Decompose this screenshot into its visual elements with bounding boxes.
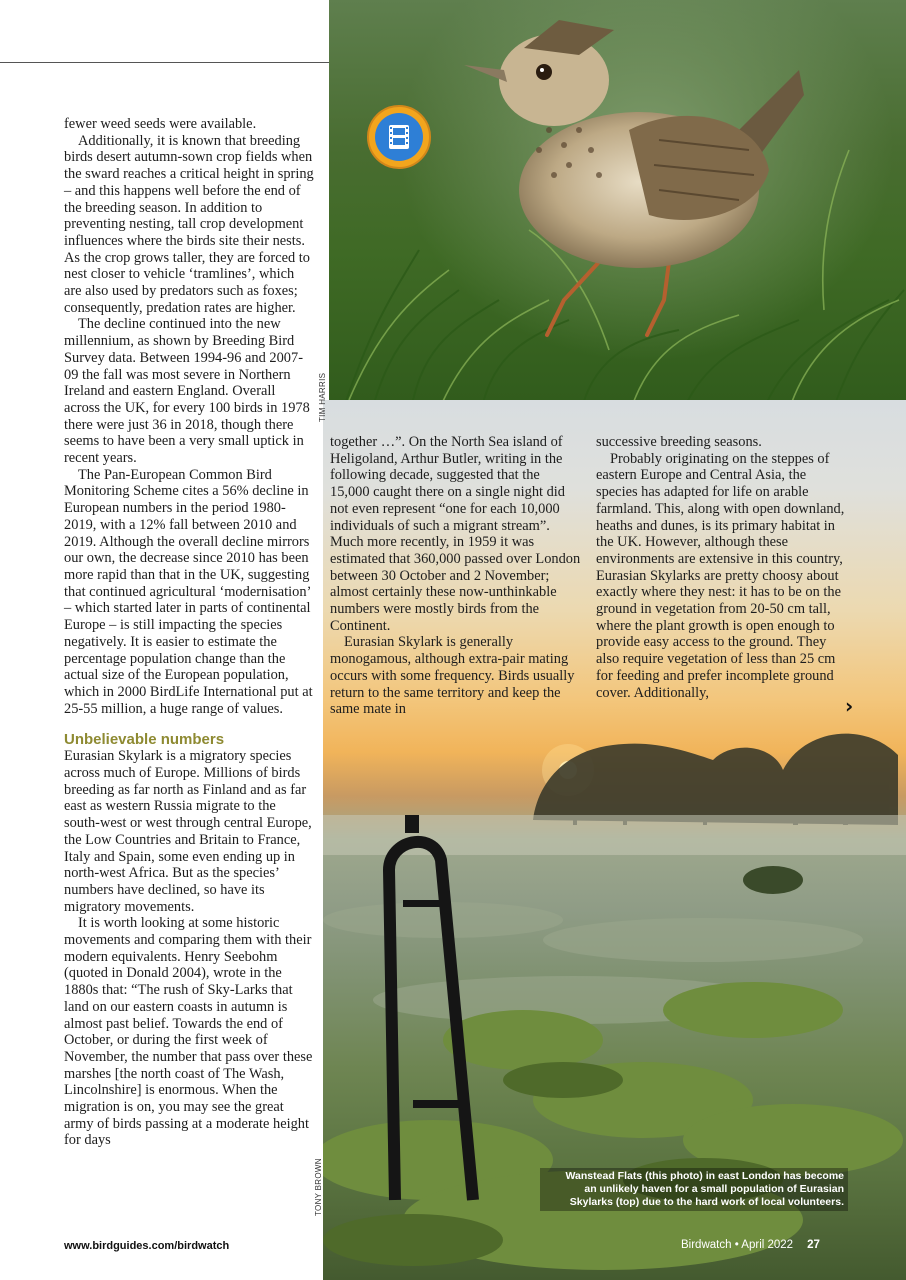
paragraph: Eurasian Skylark is a migratory species across much of Europe. Millions of birds breeding as far north as Finland and as far east as western Russia migrate to the south-west or west through central Europe, the Low Countries and Britain to France, Italy and Spain, some even ending up in north-west Africa. But as the species’ numbers have declined, so have its migratory movements. (64, 748, 312, 915)
skylark-illustration (329, 0, 906, 422)
text-column-2 (330, 434, 582, 718)
caption-line: Skylarks (top) due to the hard work of local volunteers. (569, 1196, 844, 1208)
page-number: 27 (807, 1239, 820, 1251)
chevron-right-icon[interactable]: › (845, 694, 854, 718)
paragraph: It is worth looking at some historic movements and comparing them with their modern equivalents. Henry Seebohm (quoted in Donald 2004), wrote in the 1880s that: “The rush of Sky-Larks that land on our eastern coasts in autumn is almost past belief. Towards the end of October, or during the first week of November, the number that pass over these marshes [the north coast of The Wash, Lincolnshire] is enormous. When the migration is on, you may see the great army of birds passing at a moderate height for days (64, 915, 313, 1149)
film-strip-icon (375, 113, 423, 161)
photo-caption (540, 1168, 848, 1211)
paragraph: Additionally, it is known that breeding birds desert autumn-sown crop fields when the sward reaches a critical height in spring – and this happens well before the end of the breeding season. In addition to preventing nesting, tall crop development influences where the birds site their nests. As the crop grows taller, they are forced to nest closer to vehicle ‘tramlines’, which are also used by predators such as foxes; consequently, predation rates are higher. (64, 132, 314, 316)
paragraph: successive breeding seasons. (596, 434, 762, 450)
caption-line: an unlikely haven for a small population of Eurasian (584, 1183, 844, 1195)
magazine-name: Birdwatch (681, 1239, 732, 1251)
paragraph: Probably originating on the steppes of eastern Europe and Central Asia, the species has adapted for life on arable farmland. This, along with open downland, heaths and dunes, is its primary habitat in the UK. However, although these environments are extensive in this country, Eurasian Skylarks are pretty choosy about exactly where they nest: it has to be on the ground in vegetation from 20-50 cm tall, where the plant growth is open enough to provide easy access to the ground. They also require vegetation of less than 25 cm for feeding and prefer incomplete ground cover. Additionally, (596, 450, 845, 701)
paragraph: together …”. On the North Sea island of Heligoland, Arthur Butler, writing in the following decade, suggested that the 15,000 caught there on a single night did not even represent “one for each 10,000 individuals of such a migrant stream”. Much more recently, in 1959 it was estimated that 360,000 passed over London between 30 October and 2 November; almost certainly these now-unthinkable numbers were mostly birds from the Continent. (330, 434, 581, 634)
caption-line: Wanstead Flats (this photo) in east London has become (565, 1170, 844, 1182)
photo-credit-bottom: TONY BROWN (314, 1158, 323, 1216)
paragraph: The decline continued into the new millennium, as shown by Breeding Bird Survey data. Between 1994-96 and 2007-09 the fall was most severe in Northern Ireland and eastern England. Overall across the UK, for every 100 birds in 1978 there were just 36 in 2018, though there seems to have been a very small uptick in recent years. (64, 316, 310, 467)
footer-url[interactable]: www.birdguides.com/birdwatch (64, 1240, 230, 1252)
text-column-1 (64, 116, 314, 1149)
skylark-photo (329, 0, 906, 422)
paragraph: The Pan-European Common Bird Monitoring Scheme cites a 56% decline in European numbers in the period 1980-2019, with a 12% fall between 2010 and 2019. Although the overall decline mirrors our own, the decrease since 2010 has been more rapid than that in the UK, suggesting that continued agricultural ‘modernisation’ – which started later in parts of continental Europe – is still impacting the species negatively. It is easier to estimate the percentage population change than the actual size of the European population, which in 2000 BirdLife International put at 25-55 million, a huge range of values. (64, 466, 313, 717)
text-column-3 (596, 434, 846, 701)
photo-credit-top: TIM HARRIS (318, 372, 327, 422)
section-subheading: Unbelievable numbers (64, 731, 225, 749)
footer-issue-info: Birdwatch • April 2022 27 (681, 1239, 820, 1251)
top-rule (0, 62, 329, 63)
paragraph: Eurasian Skylark is generally monogamous, although extra-pair mating occurs with some frequency. Birds usually return to the same territory and keep the same mate in (330, 634, 575, 718)
issue-date: April 2022 (741, 1239, 794, 1251)
video-badge[interactable] (367, 105, 431, 169)
paragraph: fewer weed seeds were available. (64, 116, 257, 132)
